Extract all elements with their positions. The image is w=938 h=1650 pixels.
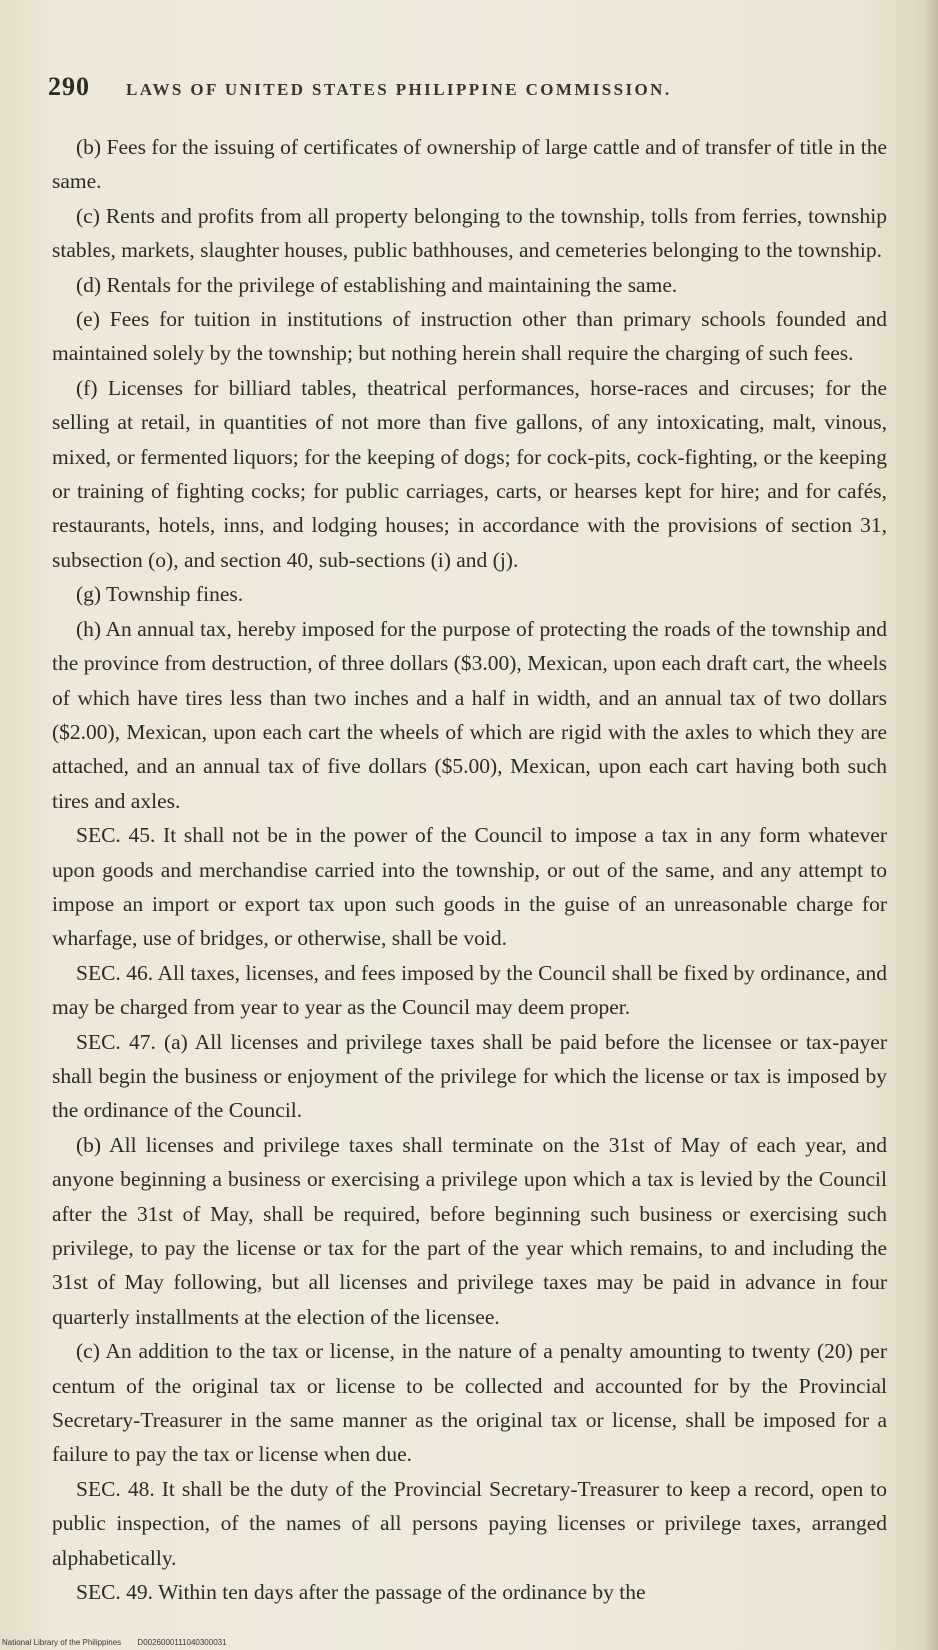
section-47-b: (b) All licenses and privilege taxes shall terminate on the 31st of May of each year, and anyone beginning a business or exercising a privilege upon which a tax is levied by the Council after the 31st of May, shall be required, before beginning such business or exercising such privilege, to pay the license or tax for the part of the year which remains, to and including the 31st of May following, but all licenses and privilege taxes may be paid in advance in four quarterly installments at the election of the licensee. — [52, 1132, 887, 1329]
section-46: SEC. 46. All taxes, licenses, and fees imposed by the Council shall be fixed by ordinance, and may be charged from year to year as the Council may deem proper. — [52, 960, 887, 1020]
paragraph-c-rents: (c) Rents and profits from all property belonging to the township, tolls from ferries, township stables, markets, slaughter houses, public bathhouses, and cemeteries belonging to the township. — [52, 203, 887, 263]
paragraph-f-licenses: (f) Licenses for billiard tables, theatrical performances, horse-races and circuses; for the selling at retail, in quantities of not more than five gallons, of any intoxicating, malt, vinous, mixed, or fermented liquors; for the keeping of dogs; for cock-pits, cock-fighting, or the keeping or training of fighting cocks; for public carriages, carts, or hearses kept for hire; and for cafés, restaurants, hotels, inns, and lodging houses; in accordance with the provisions of section 31, subsection (o), and section 40, sub-sections (i) and (j). — [52, 375, 887, 572]
section-49: SEC. 49. Within ten days after the passage of the ordinance by the — [76, 1580, 646, 1605]
running-head: LAWS OF UNITED STATES PHILIPPINE COMMISSION. — [126, 80, 672, 99]
scan-identifier: D0026000111040300031 — [137, 1638, 227, 1647]
page-number: 290 — [48, 72, 90, 101]
page-header — [48, 72, 888, 112]
scan-footer — [2, 1638, 241, 1647]
body-text — [52, 130, 887, 1625]
section-47-c: (c) An addition to the tax or license, in the nature of a penalty amounting to twenty (20) per centum of the original tax or license to be collected and accounted for by the Provincial Secretary-Treasurer in the same manner as the original tax or license, shall be imposed for a failure to pay the tax or license when due. — [52, 1339, 887, 1467]
section-48: SEC. 48. It shall be the duty of the Provincial Secretary-Treasurer to keep a record, open to public inspection, of the names of all persons paying licenses or privilege taxes, arranged alphabetically. — [52, 1476, 887, 1570]
section-45: SEC. 45. It shall not be in the power of the Council to impose a tax in any form whatever upon goods and merchandise carried into the township, or out of the same, and any attempt to impose an import or export tax upon such goods in the guise of an unreasonable charge for wharfage, use of bridges, or otherwise, shall be void. — [52, 823, 887, 951]
paragraph-h-annual-tax: (h) An annual tax, hereby imposed for the purpose of protecting the roads of the township and the province from destruction, of three dollars ($3.00), Mexican, upon each draft cart, the wheels of which have tires less than two inches and a half in width, and an annual tax of two dollars ($2.00), Mexican, upon each cart the wheels of which are rigid with the axles to which they are attached, and an annual tax of five dollars ($5.00), Mexican, upon each cart having both such tires and axles. — [52, 616, 887, 813]
paragraph-b-cattle-fees: (b) Fees for the issuing of certificates of ownership of large cattle and of transfer of title in the same. — [52, 135, 887, 194]
library-credit: National Library of the Philippines — [2, 1638, 122, 1647]
page-edge-shadow — [924, 0, 938, 1650]
section-47-a: SEC. 47. (a) All licenses and privilege taxes shall be paid before the licensee or tax-payer shall begin the business or enjoyment of the privilege for which the license or tax is imposed by the ordinance of the Council. — [52, 1029, 887, 1123]
paragraph-e-tuition: (e) Fees for tuition in institutions of instruction other than primary schools founded and maintained solely by the township; but nothing herein shall require the charging of such fees. — [52, 307, 887, 366]
paragraph-d-rentals: (d) Rentals for the privilege of establishing and maintaining the same. — [76, 272, 678, 297]
paragraph-g-fines: (g) Township fines. — [76, 582, 244, 607]
